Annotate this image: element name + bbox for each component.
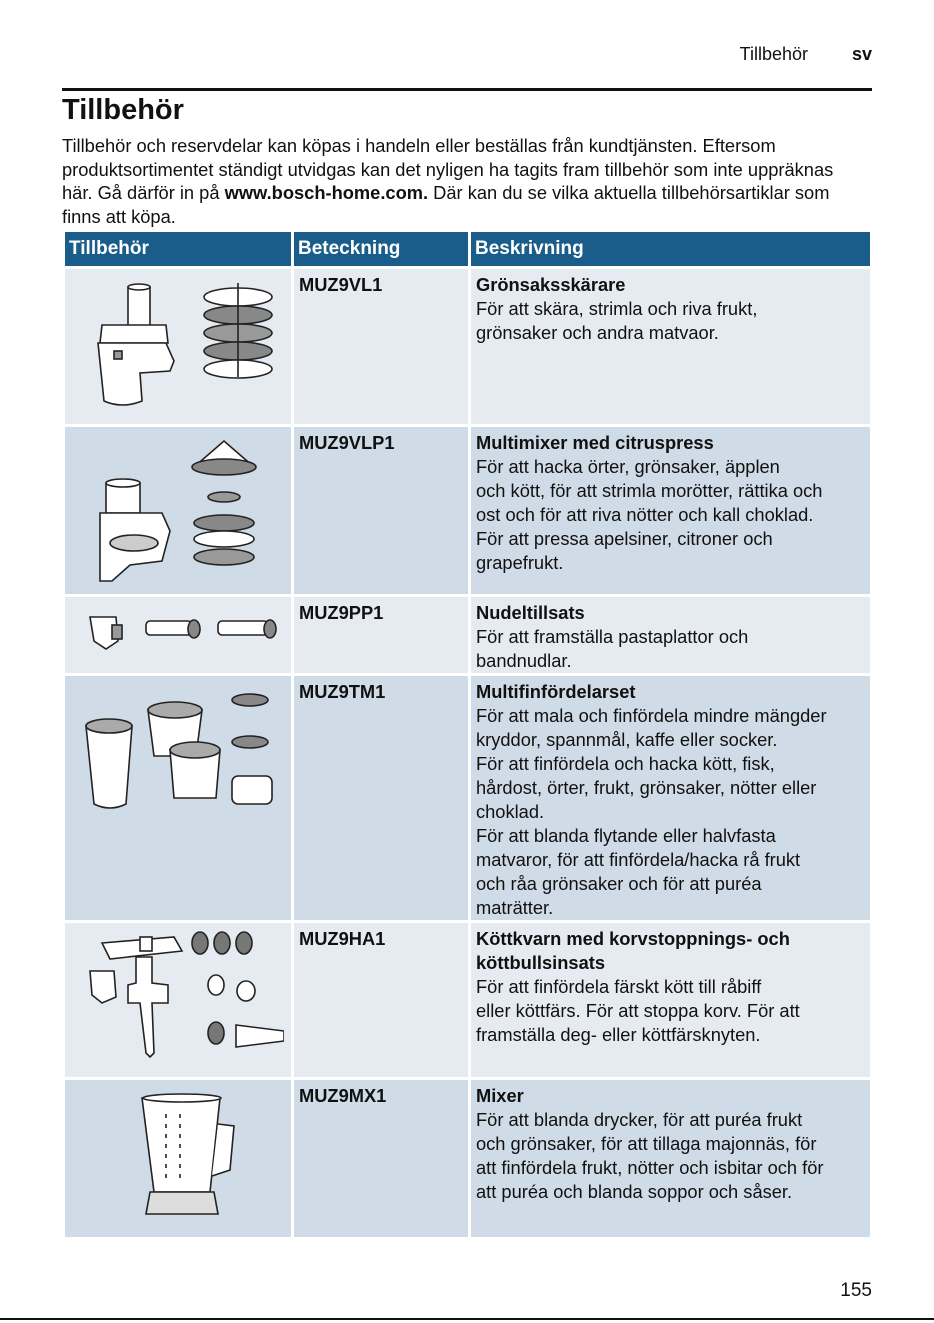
- page-number: 155: [840, 1280, 872, 1301]
- description-line: eller köttfärs. För att stoppa korv. För att: [476, 1000, 800, 1021]
- product-code: MUZ9MX1: [299, 1085, 387, 1106]
- vegetable-cutter-illustration: [70, 273, 284, 418]
- blender-illustration: [70, 1084, 284, 1234]
- pasta-attachment-illustration: [70, 601, 284, 663]
- description-cell: [471, 424, 870, 594]
- table-row: [65, 1077, 870, 1237]
- intro-paragraph: [62, 134, 862, 228]
- description-line: framställa deg- eller köttfärsknyten.: [476, 1024, 761, 1045]
- meat-grinder-illustration: [70, 927, 284, 1067]
- accessories-table: [62, 232, 873, 1237]
- description-line: För att blanda flytande eller halvfasta: [476, 825, 776, 846]
- product-code: MUZ9PP1: [299, 602, 384, 623]
- description-line: kryddor, spannmål, kaffe eller socker.: [476, 729, 778, 750]
- accessory-illustration-cell: [65, 424, 291, 594]
- multi-mixer-citrus-press-illustration: [70, 431, 284, 586]
- column-header-accessory: Tillbehör: [65, 232, 291, 266]
- description-line: För att skära, strimla och riva frukt,: [476, 298, 758, 319]
- product-code: MUZ9HA1: [299, 928, 386, 949]
- product-name: Multimixer med citruspress: [476, 432, 714, 453]
- description-line: att finfördela frukt, nötter och isbitar och för: [476, 1157, 824, 1178]
- running-header: [62, 44, 872, 68]
- accessory-illustration-cell: [65, 1077, 291, 1237]
- website-link[interactable]: www.bosch-home.com.: [224, 182, 429, 203]
- description-line: choklad.: [476, 801, 545, 822]
- accessory-illustration-cell: [65, 920, 291, 1077]
- designation-cell: [294, 920, 468, 1077]
- product-name: Mixer: [476, 1085, 524, 1106]
- designation-cell: [294, 594, 468, 673]
- table-row: [65, 424, 870, 594]
- description-line: För att finfördela och hacka kött, fisk,: [476, 753, 775, 774]
- description-line: ost och för att riva nötter och kall choklad.: [476, 504, 814, 525]
- designation-cell: [294, 266, 468, 424]
- bottom-rule: [0, 1318, 934, 1320]
- table-row: [65, 920, 870, 1077]
- description-line: bandnudlar.: [476, 650, 572, 671]
- table-row: [65, 594, 870, 673]
- description-cell: [471, 673, 870, 920]
- header-language-code: sv: [851, 44, 872, 64]
- description-cell: [471, 594, 870, 673]
- header-rule: [62, 88, 872, 91]
- description-line: att puréa och blanda soppor och såser.: [476, 1181, 793, 1202]
- description-line: maträtter.: [476, 897, 554, 918]
- description-line: och råa grönsaker och för att puréa: [476, 873, 762, 894]
- product-name: Köttkvarn med korvstoppnings- och köttbullsinsats: [476, 928, 790, 973]
- accessory-illustration-cell: [65, 266, 291, 424]
- designation-cell: [294, 424, 468, 594]
- column-header-description: Beskrivning: [471, 232, 870, 266]
- table-row: [65, 673, 870, 920]
- designation-cell: [294, 673, 468, 920]
- product-code: MUZ9TM1: [299, 681, 386, 702]
- header-section-title: Tillbehör: [739, 44, 808, 64]
- description-line: För att blanda drycker, för att puréa frukt: [476, 1109, 803, 1130]
- description-line: och grönsaker, för att tillaga majonnäs, för: [476, 1133, 817, 1154]
- table-row: [65, 266, 870, 424]
- multi-grinder-set-illustration: [70, 680, 284, 825]
- description-line: matvaror, för att finfördela/hacka rå frukt: [476, 849, 801, 870]
- description-cell: [471, 920, 870, 1077]
- description-line: grönsaker och andra matvaor.: [476, 322, 719, 343]
- accessory-illustration-cell: [65, 594, 291, 673]
- intro-text-end: Där kan du se vilka aktuella tillbehörsartiklar som finns att köpa.: [62, 182, 830, 227]
- accessory-illustration-cell: [65, 673, 291, 920]
- intro-text-start: Tillbehör och reservdelar kan köpas i handeln eller beställas från kundtjänsten. Eftersom produktsortimentet ständigt utvidgas kan det nyligen ha tagits fram tillbehör som inte uppräknas här. Gå därför in på: [62, 135, 834, 203]
- description-cell: [471, 1077, 870, 1237]
- designation-cell: [294, 1077, 468, 1237]
- product-code: MUZ9VLP1: [299, 432, 395, 453]
- description-line: För att pressa apelsiner, citroner och: [476, 528, 773, 549]
- description-line: grapefrukt.: [476, 552, 564, 573]
- column-header-designation: Beteckning: [294, 232, 468, 266]
- description-line: För att mala och finfördela mindre mängder: [476, 705, 827, 726]
- product-name: Grönsaksskärare: [476, 274, 626, 295]
- description-line: För att finfördela färskt kött till råbiff: [476, 976, 762, 997]
- description-cell: [471, 266, 870, 424]
- page-title: Tillbehör: [62, 94, 184, 126]
- description-line: hårdost, örter, frukt, grönsaker, nötter eller: [476, 777, 817, 798]
- description-line: För att hacka örter, grönsaker, äpplen: [476, 456, 780, 477]
- product-code: MUZ9VL1: [299, 274, 383, 295]
- description-line: För att framställa pastaplattor och: [476, 626, 749, 647]
- product-name: Multifinfördelarset: [476, 681, 636, 702]
- table-header-row: [65, 232, 870, 266]
- description-line: och kött, för att strimla morötter, rättika och: [476, 480, 823, 501]
- product-name: Nudeltillsats: [476, 602, 585, 623]
